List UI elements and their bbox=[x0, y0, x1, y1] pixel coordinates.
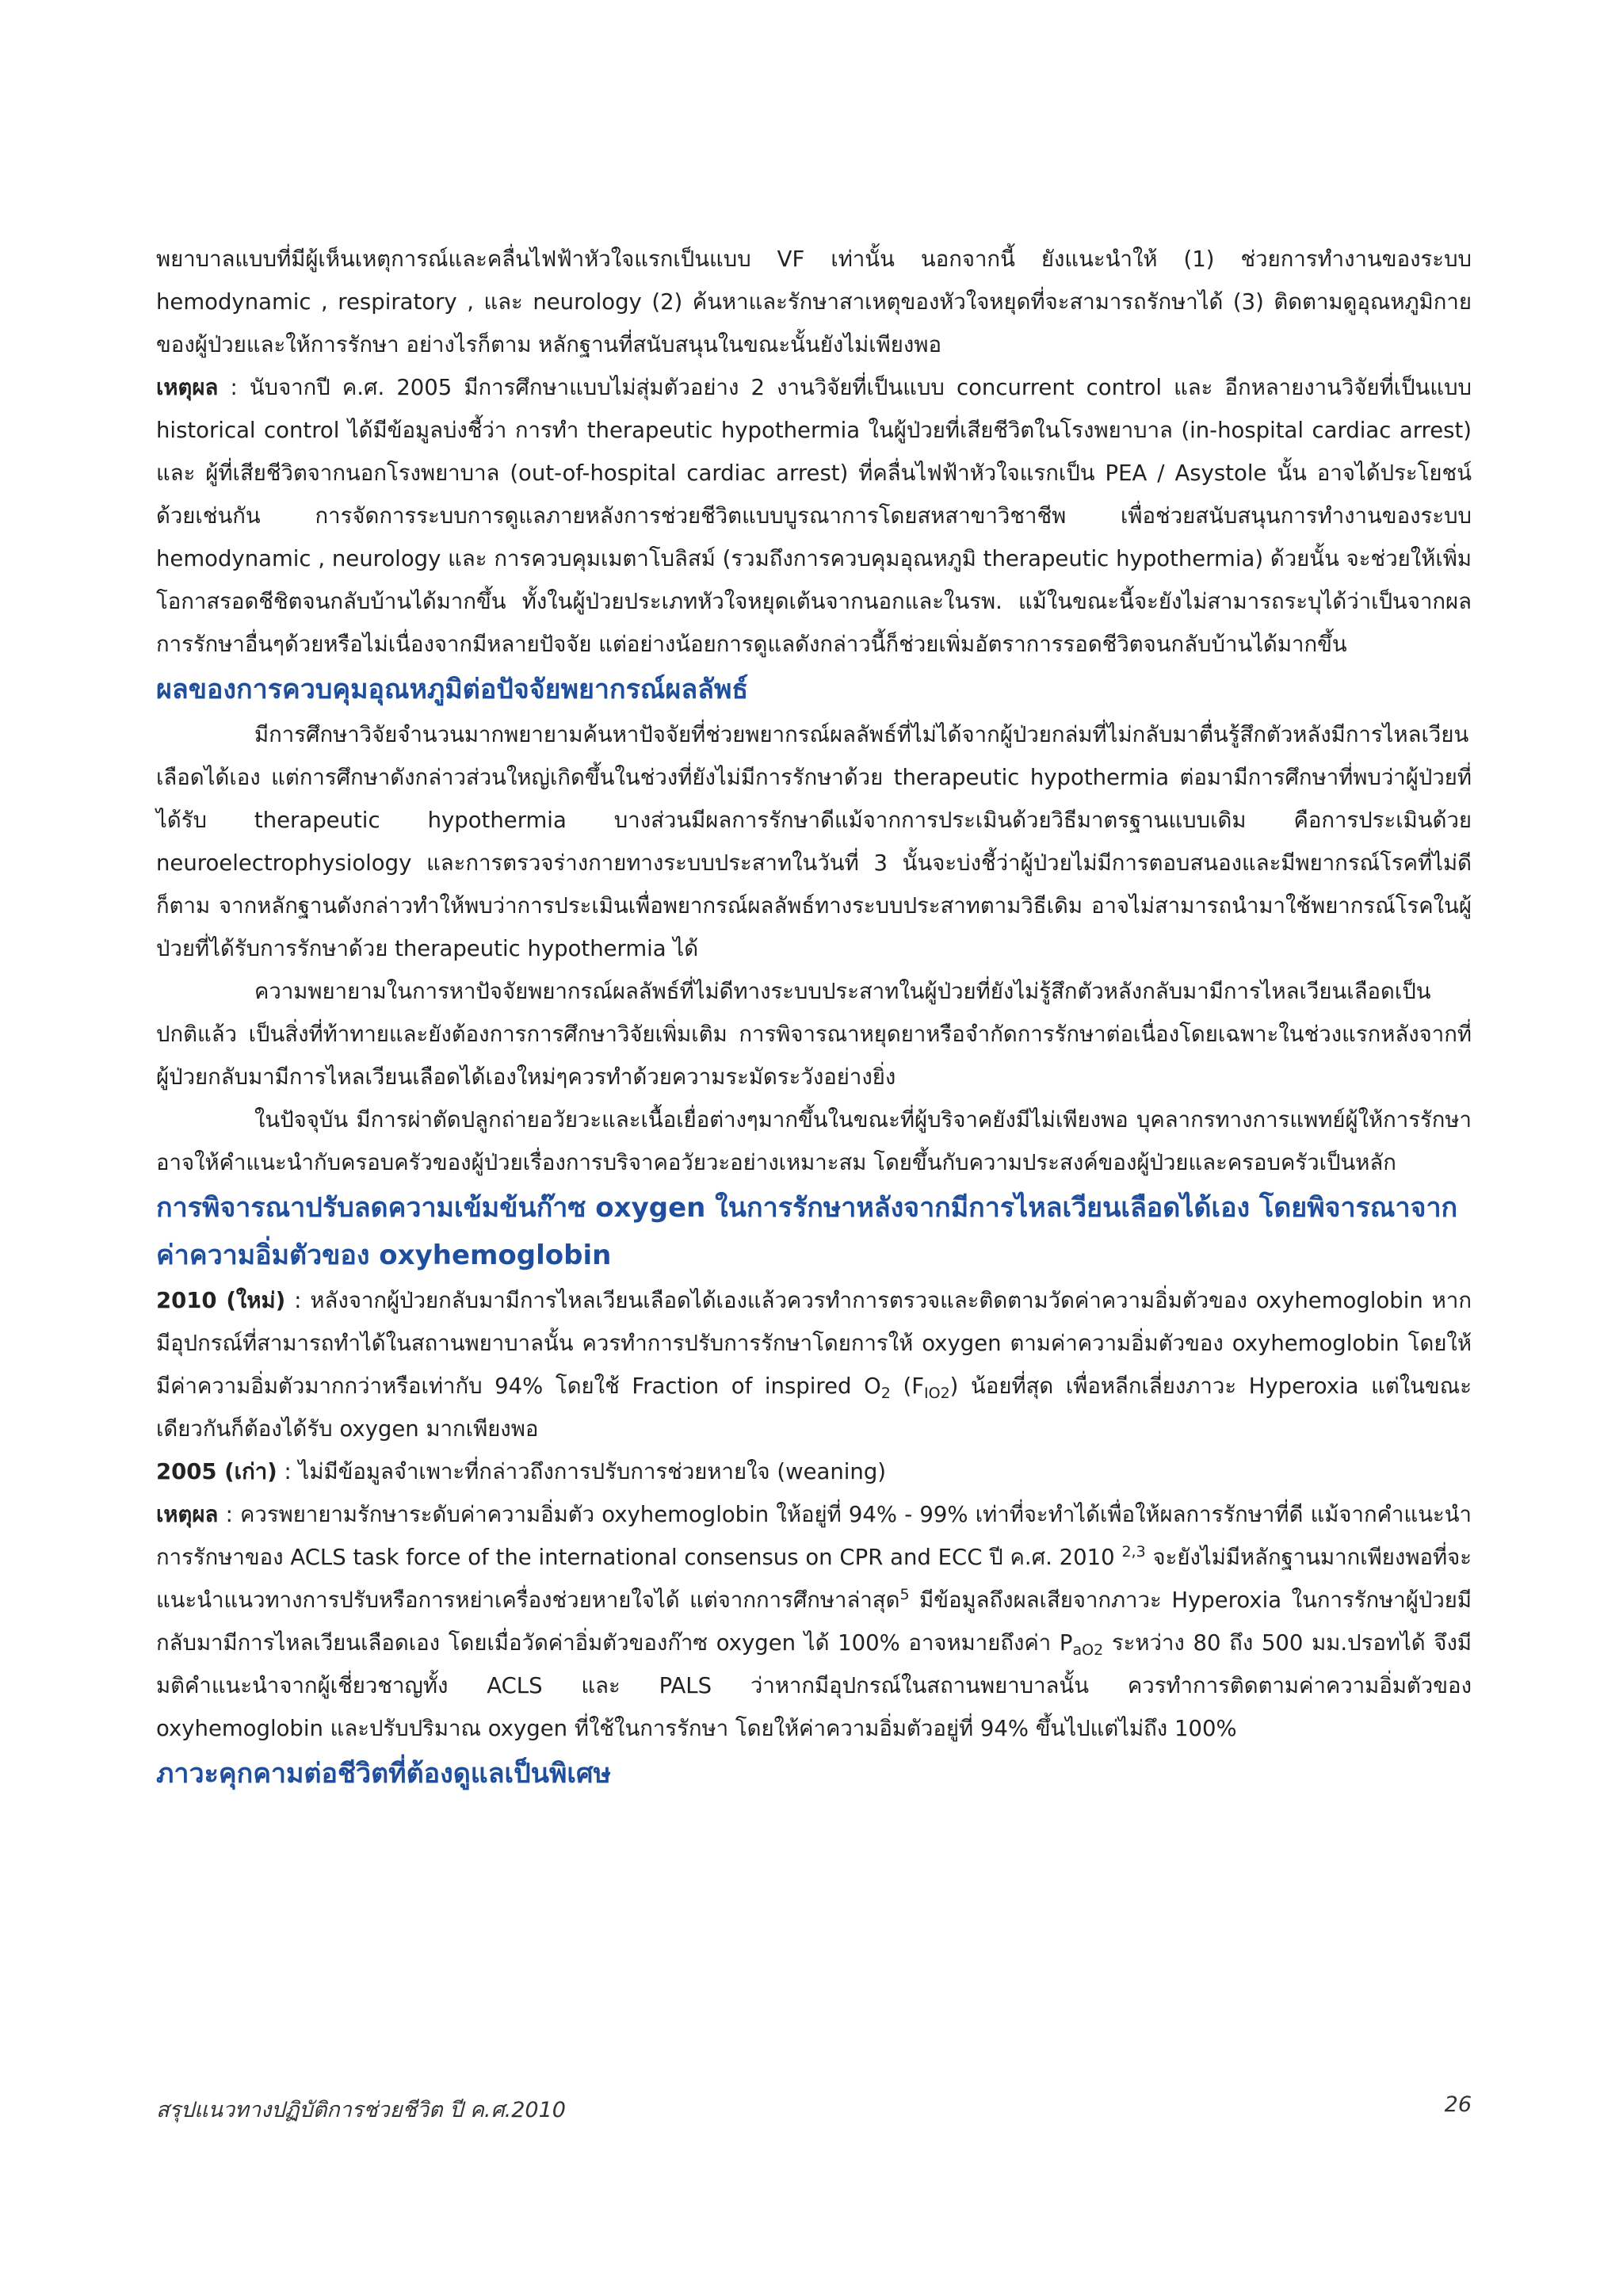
paragraph-1: พยาบาลแบบที่มีผู้เห็นเหตุการณ์และคลื่นไฟฟ้าหัวใจแรกเป็นแบบ VF เท่านั้น นอกจากนี้ ยังแนะนำให้ (1) ช่วยการทำงานของระบบ hemodynamic , respiratory , และ neurology (2) ค้นหาและรักษาสาเหตุของหัวใจหยุดที่จะสามารถรักษาได้ (3) ติดตามดูอุณหภูมิกายของผู้ป่วยและให้การรักษา อย่างไรก็ตาม หลักฐานที่สนับสนุนในขณะนั้นยังไม่เพียงพอ bbox=[156, 246, 1472, 357]
old-2005-text: : ไม่มีข้อมูลจำเพาะที่กล่าวถึงการปรับการช่วยหายใจ (weaning) bbox=[277, 1459, 887, 1484]
reason-text: : นับจากปี ค.ศ. 2005 มีการศึกษาแบบไม่สุ่มตัวอย่าง 2 งานวิจัยที่เป็นแบบ concurrent control และ อีกหลายงานวิจัยที่เป็นแบบ historical control ได้มีข้อมูลบ่งชี้ว่า การทำ therapeutic hypothermia ในผู้ป่วยที่เสียชีวิตในโรงพยาบาล (in-hospital cardiac arrest) และ ผู้ที่เสียชีวิตจากนอกโรงพยาบาล (out-of-hospital cardiac arrest) ที่คลื่นไฟฟ้าหัวใจแรกเป็น PEA / Asystole นั้น อาจได้ประโยชน์ด้วยเช่นกัน การจัดการระบบการดูแลภายหลังการช่วยชีวิตแบบบูรณาการโดยสหสาขาวิชาชีพ เพื่อช่วยสนับสนุนการทำงานของระบบ hemodynamic , neurology และ การควบคุมเมตาโบลิสม์ (รวมถึงการควบคุมอุณหภูมิ therapeutic hypothermia) ด้วยนั้น จะช่วยให้เพิ่มโอกาสรอดชีชิตจนกลับบ้านได้มากขึ้น ทั้งในผู้ป่วยประเภทหัวใจหยุดเต้นจากนอกและในรพ. แม้ในขณะนี้จะยังไม่สามารถระบุได้ว่าเป็นจากผลการรักษาอื่นๆด้วยหรือไม่เนื่องจากมีหลายปัจจัย แต่อย่างน้อยการดูแลดังกล่าวนี้ก็ช่วยเพิ่มอัตราการรอดชีวิตจนกลับบ้านได้มากขึ้น bbox=[156, 375, 1472, 657]
citation-superscript: 2,3 bbox=[1121, 1543, 1146, 1561]
recommendation-2005 bbox=[156, 1450, 1472, 1493]
citation-superscript: 5 bbox=[899, 1586, 910, 1603]
subscript: IO2 bbox=[924, 1385, 950, 1402]
reason-text: จะยังไม่มีหลักฐานมากเพียงพอที่จะแนะนำแนวทางการปรับหรือการหย่าเครื่องช่วยหายใจได้ แต่จากการศึกษาล่าสุด bbox=[156, 1545, 1472, 1613]
reason-paragraph-2 bbox=[156, 1493, 1472, 1750]
reason-text: มีข้อมูลถึงผลเสียจากภาวะ Hyperoxia ในการรักษาผู้ป่วยมีกลับมามีการไหลเวียนเลือดเอง โดยเมื่อวัดค่าอิ่มตัวของก๊าซ oxygen ได้ 100% อาจหมายถึงค่า P bbox=[156, 1587, 1472, 1656]
new-2010-label: 2010 (ใหม่) bbox=[156, 1288, 286, 1313]
recommendation-2010 bbox=[156, 1279, 1472, 1450]
new-2010-text: (F bbox=[890, 1373, 925, 1399]
page-number: 26 bbox=[1444, 2092, 1472, 2117]
subscript: 2 bbox=[880, 1385, 891, 1402]
footer-title: สรุปแนวทางปฏิบัติการช่วยชีวิต ปี ค.ศ.2010 bbox=[156, 2098, 566, 2122]
section-heading-oxygen-titration: การพิจารณาปรับลดความเข้มข้นก๊าซ oxygen ในการรักษาหลังจากมีการไหลเวียนเลือดได้เอง โดยพิจารณาจากค่าความอิ่มตัวของ oxyhemoglobin bbox=[156, 1192, 1458, 1271]
section-heading-critical-conditions: ภาวะคุกคามต่อชีวิตที่ต้องดูแลเป็นพิเศษ bbox=[156, 1758, 611, 1790]
reason-text: ระหว่าง 80 ถึง 500 มม.ปรอทได้ จึงมีมติคำแนะนำจากผู้เชี่ยวชาญทั้ง ACLS และ PALS ว่าหากมีอุปกรณ์ในสถานพยาบาลนั้น ควรทำการติดตามค่าความอิ่มตัวของ oxyhemoglobin และปรับปริมาณ oxygen ที่ใช้ในการรักษา โดยให้ค่าความอิ่มตัวอยู่ที่ 94% ขึ้นไปแต่ไม่ถึง 100% bbox=[156, 1630, 1472, 1741]
document-body bbox=[156, 238, 1472, 1797]
paragraph-3: ความพยายามในการหาปัจจัยพยากรณ์ผลลัพธ์ที่ไม่ดีทางระบบประสาทในผู้ป่วยที่ยังไม่รู้สึกตัวหลังกลับมามีการไหลเวียนเลือดเป็นปกติแล้ว เป็นสิ่งที่ท้าทายและยังต้องการการศึกษาวิจัยเพิ่มเติม การพิจารณาหยุดยาหรือจำกัดการรักษาต่อเนื่องโดยเฉพาะในช่วงแรกหลังจากที่ผู้ป่วยกลับมามีการไหลเวียนเลือดได้เองใหม่ๆควรทำด้วยความระมัดระวังอย่างยิ่ง bbox=[156, 979, 1472, 1090]
reason-label: เหตุผล bbox=[156, 375, 219, 400]
old-2005-label: 2005 (เก่า) bbox=[156, 1459, 277, 1484]
subscript: aO2 bbox=[1072, 1641, 1104, 1659]
paragraph-4: ในปัจจุบัน มีการผ่าตัดปลูกถ่ายอวัยวะและเนื้อเยื่อต่างๆมากขึ้นในขณะที่ผู้บริจาคยังมีไม่เพียงพอ บุคลากรทางการแพทย์ผู้ให้การรักษาอาจให้คำแนะนำกับครอบครัวของผู้ป่วยเรื่องการบริจาคอวัยวะอย่างเหมาะสม โดยขึ้นกับความประสงค์ของผู้ป่วยและครอบครัวเป็นหลัก bbox=[156, 1107, 1472, 1175]
paragraph-2: มีการศึกษาวิจัยจำนวนมากพยายามค้นหาปัจจัยที่ช่วยพยากรณ์ผลลัพธ์ที่ไม่ได้จากผู้ป่วยกล่มที่ไม่กลับมาตื่นรู้สึกตัวหลังมีการไหลเวียนเลือดได้เอง แต่การศึกษาดังกล่าวส่วนใหญ่เกิดขึ้นในช่วงที่ยังไม่มีการรักษาด้วย therapeutic hypothermia ต่อมามีการศึกษาที่พบว่าผู้ป่วยที่ได้รับ therapeutic hypothermia บางส่วนมีผลการรักษาดีแม้จากการประเมินด้วยวิธีมาตรฐานแบบเดิม คือการประเมินด้วย neuroelectrophysiology และการตรวจร่างกายทางระบบประสาทในวันที่ 3 นั้นจะบ่งชี้ว่าผู้ป่วยไม่มีการตอบสนองและมีพยากรณ์โรคที่ไม่ดีก็ตาม จากหลักฐานดังกล่าวทำให้พบว่าการประเมินเพื่อพยากรณ์ผลลัพธ์ทางระบบประสาทตามวิธีเดิม อาจไม่สามารถนำมาใช้พยากรณ์โรคในผู้ป่วยที่ได้รับการรักษาด้วย therapeutic hypothermia ได้ bbox=[156, 722, 1472, 961]
new-2010-text: ) น้อยที่สุด เพื่อหลีกเลี่ยงภาวะ Hyperoxia แต่ในขณะเดียวกันก็ต้องได้รับ oxygen มากเพียงพอ bbox=[156, 1373, 1472, 1442]
new-2010-text: : หลังจากผู้ป่วยกลับมามีการไหลเวียนเลือดได้เองแล้วควรทำการตรวจและติดตามวัดค่าความอิ่มตัวของ oxyhemoglobin หากมีอุปกรณ์ที่สามารถทำได้ในสถานพยาบาลนั้น ควรทำการปรับการรักษาโดยการให้ oxygen ตามค่าความอิ่มตัวของ oxyhemoglobin โดยให้มีค่าความอิ่มตัวมากกว่าหรือเท่ากับ 94% โดยใช้ Fraction of inspired O bbox=[156, 1288, 1472, 1399]
reason-label: เหตุผล bbox=[156, 1502, 219, 1527]
reason-text: : ควรพยายามรักษาระดับค่าความอิ่มตัว oxyhemoglobin ให้อยู่ที่ 94% - 99% เท่าที่จะทำได้เพื่อให้ผลการรักษาที่ดี แม้จากคำแนะนำการรักษาของ ACLS task force of the international consensus on CPR and ECC ปี ค.ศ. 2010 bbox=[156, 1502, 1472, 1570]
section-heading-temperature-prognosis: ผลของการควบคุมอุณหภูมิต่อปัจจัยพยากรณ์ผลลัพธ์ bbox=[156, 674, 749, 705]
reason-paragraph-1 bbox=[156, 366, 1472, 666]
